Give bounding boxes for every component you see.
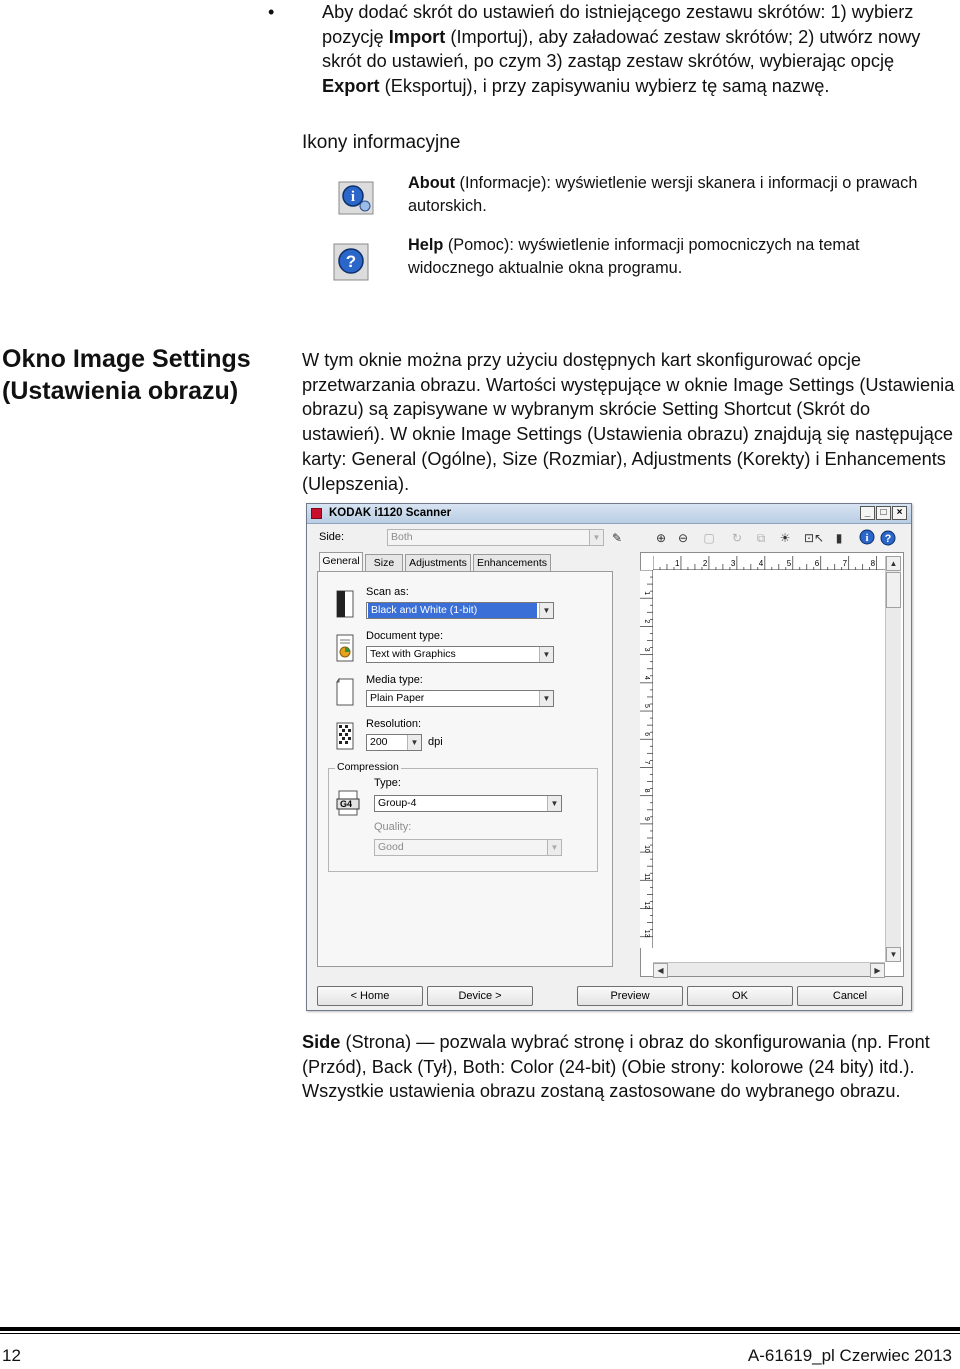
export-term: Export [322,75,380,96]
ruler-top-label: 5 [786,559,792,568]
svg-text:i: i [865,532,869,544]
side-select[interactable] [387,529,604,546]
tab-adjustments[interactable]: Adjustments [405,554,471,572]
bullet-marker: • [268,2,275,22]
scan-as-select[interactable] [366,602,554,619]
zoom-in-icon[interactable]: ⊕ [655,531,667,545]
ruler-left-label: 2 [643,619,650,624]
window-title: KODAK i1120 Scanner [329,507,452,519]
section-body: W tym oknie można przy użyciu dostępnych kart skonfigurować opcje przetwarzania obrazu. Wartości występujące w oknie Image Settings (Ustawienia obrazu) są zapisywane w wybranym skrócie Setting Shortcut (Skrót do ustawień). W oknie Image Settings (Ustawienia obrazu) znajdują się następujące karty: General (Ogólne), Size (Rozmiar), Adjustments (Korekty) i Enhancements (Ulepszenia). [302,350,955,494]
ruler-left-label: 8 [643,788,650,793]
media-type-select[interactable] [366,690,554,707]
document-type-label: Document type: [366,630,444,642]
ruler-left-label: 13 [643,929,650,938]
shortcut-bullet [268,0,953,98]
ruler-top-label: 6 [814,559,820,568]
document-info: A-61619_pl Czerwiec 2013 [747,1346,952,1365]
scroll-down-icon[interactable]: ▼ [886,947,901,962]
media-type-label: Media type: [366,674,423,686]
compression-type-label: Type: [374,777,401,789]
info-icons-heading: Ikony informacyjne [302,132,461,153]
help-icon [333,243,369,279]
section-title: Okno Image Settings (Ustawienia obrazu) [2,345,251,405]
preview-area[interactable] [640,552,904,977]
ruler-left-label: 9 [643,816,650,821]
settings-tool-icon[interactable]: ✎ [611,531,623,545]
compression-group [328,761,598,872]
side-value: Both [391,531,413,543]
media-type-value: Plain Paper [370,692,425,704]
selection-dropdown-icon[interactable]: ⊡ [803,531,815,545]
g4-icon-text: G4 [340,799,353,809]
horizontal-scrollbar[interactable] [653,962,885,976]
ruler-top-label: 4 [758,559,764,568]
chevron-down-icon: ▼ [547,840,561,855]
vertical-scrollbar[interactable] [885,556,901,962]
help-description [408,234,948,280]
help-text: (Pomoc): wyświetlenie informacji pomocniczych na temat widocznego aktualnie okna programu. [408,236,860,277]
kodak-icon [311,508,322,519]
scroll-right-icon[interactable]: ▶ [870,963,885,978]
device-button[interactable]: Device > [427,986,533,1006]
side-label: Side: [319,531,345,543]
ruler-left-label: 4 [643,675,650,680]
svg-text:i: i [350,189,356,205]
ruler-top-label: 2 [702,559,708,568]
resolution-icon [335,722,355,750]
ruler-icon[interactable]: ▮ [835,531,843,545]
import-term: Import [388,26,446,47]
ruler-top-label: 7 [842,559,848,568]
close-button[interactable]: × [892,506,907,520]
ruler-left-label: 3 [643,647,650,652]
quality-label: Quality: [374,821,412,833]
tab-enhancements[interactable]: Enhancements [473,554,551,572]
rotate-icon[interactable]: ↻ [731,531,743,545]
image-settings-window [306,503,912,1011]
preview-button[interactable]: Preview [577,986,683,1006]
resolution-select[interactable] [366,734,422,751]
chevron-down-icon: ▼ [547,796,561,811]
help-window-icon[interactable] [879,528,897,548]
ruler-left-label: 6 [643,732,650,737]
ruler-left-label: 5 [643,704,650,708]
bullet-text-2: (Importuj), aby załadować zestaw skrótów; 2) utwórz nowy skrót do ustawień, po czym 3) zastąp zestaw skrótów, wybierając opcję [322,26,921,72]
scroll-left-icon[interactable]: ◀ [653,963,668,978]
compression-label: Compression [337,761,399,773]
ok-button[interactable]: OK [687,986,793,1006]
sun-dropdown-icon[interactable]: ☀ [779,531,791,545]
about-icon [338,179,374,215]
g4-compression-icon [336,789,360,817]
svg-text:?: ? [884,533,892,545]
about-term: About [408,174,456,192]
scroll-up-icon[interactable]: ▲ [886,556,901,571]
document-type-value: Text with Graphics [370,648,456,660]
ruler-top-label: 8 [870,559,876,568]
fit-page-icon[interactable]: ▢ [703,531,715,545]
about-text: (Informacje): wyświetlenie wersji skanera i informacji o prawach autorskich. [408,174,918,215]
help-term: Help [408,236,444,254]
side-description [302,1030,957,1104]
scan-as-label: Scan as: [366,586,409,598]
document-type-select[interactable] [366,646,554,663]
chevron-down-icon: ▼ [539,647,553,662]
general-tab-panel [317,571,613,967]
resolution-value: 200 [370,736,388,748]
about-description [408,172,948,218]
compression-type-select[interactable] [374,795,562,812]
ruler-left [640,570,653,948]
scan-as-icon [335,590,355,618]
cancel-button[interactable]: Cancel [797,986,903,1006]
quality-value: Good [378,841,404,853]
ruler-top-label: 1 [674,559,680,568]
home-button[interactable]: < Home [317,986,423,1006]
ruler-left-label: 10 [643,845,650,853]
media-type-icon [335,678,355,706]
ruler-top [653,556,885,570]
chevron-down-icon: ▼ [589,530,603,545]
scroll-thumb[interactable] [886,572,901,608]
ruler-left-label: 12 [643,901,650,910]
tab-general[interactable]: General [319,552,363,573]
bullet-text-1: Aby dodać skrót do ustawień do istniejącego zestawu skrótów: 1) wybierz pozycję [322,2,914,47]
svg-text:?: ? [345,252,357,271]
compression-type-value: Group-4 [378,797,417,809]
crop-icon[interactable]: ⧉ [756,531,766,545]
ruler-left-label: 11 [643,873,650,881]
pointer-icon[interactable]: ↖ [813,531,825,545]
side-term: Side [302,1032,341,1052]
window-titlebar [307,504,911,524]
bullet-text-3: (Eksportuj), i przy zapisywaniu wybierz tę samą nazwę. [379,75,830,96]
document-type-icon [335,634,355,662]
chevron-down-icon: ▼ [407,735,421,750]
side-text: (Strona) — pozwala wybrać stronę i obraz do skonfigurowania (np. Front (Przód), Back (Tył), Both: Color (24-bit) (Obie strony: kolorowe (24 bity) itd.). Wszystkie ustawienia obrazu zostaną zastosowane do wybranego obrazu. [302,1032,930,1102]
footer-rule [0,1327,960,1331]
chevron-down-icon: ▼ [539,691,553,706]
minimize-button[interactable]: _ [860,506,875,520]
tab-size[interactable]: Size [365,554,403,572]
ruler-left-label: 7 [643,760,650,765]
about-window-icon[interactable] [858,528,876,548]
page-number: 12 [2,1346,21,1365]
bullet-text [278,0,953,98]
ruler-top-label: 3 [730,559,736,568]
scan-as-value: Black and White (1-bit) [368,603,537,618]
zoom-out-icon[interactable]: ⊖ [677,531,689,545]
maximize-button[interactable]: □ [876,506,891,520]
ruler-left-label: 1 [643,591,650,596]
chevron-down-icon: ▼ [539,603,553,618]
resolution-label: Resolution: [366,718,422,730]
resolution-unit: dpi [428,736,443,748]
ruler-left-ticks [640,570,653,948]
footer-rule-thin [0,1333,960,1334]
quality-select[interactable] [374,839,562,856]
ruler-top-ticks [653,556,885,570]
